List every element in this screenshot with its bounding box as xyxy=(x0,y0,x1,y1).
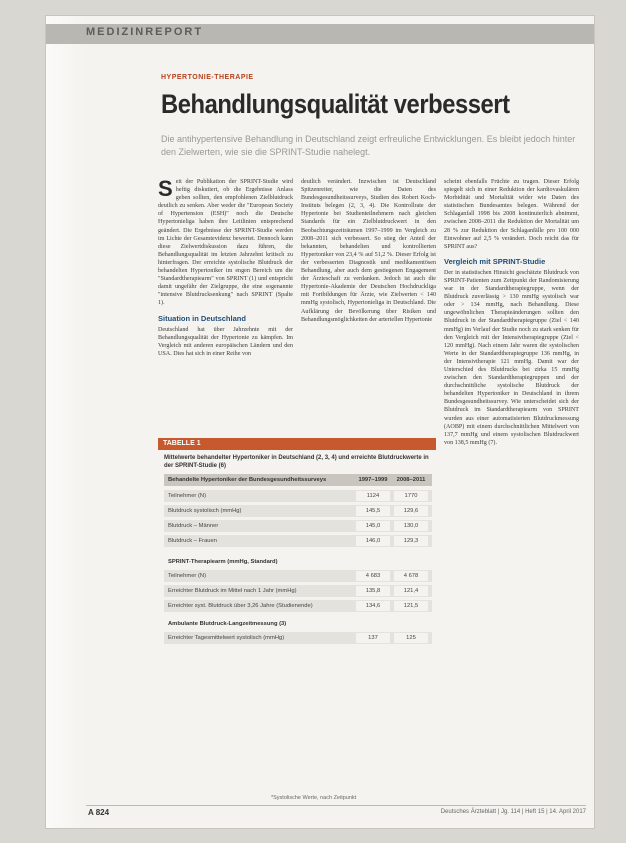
row-label: Erreichter Tagesmittelwert systolisch (mmHg) xyxy=(168,635,285,641)
row-label: Blutdruck – Frauen xyxy=(168,538,217,544)
journal-citation: Deutsches Ärzteblatt | Jg. 114 | Heft 15 | 14. April 2017 xyxy=(440,809,586,815)
row-value-2: 129,6 xyxy=(403,508,419,514)
row-label: Erreichter syst. Blutdruck über 3,26 Jahre (Studienende) xyxy=(168,603,313,609)
table-footnote: *Systolische Werte, nach Zeitpunkt xyxy=(271,795,357,801)
table-row xyxy=(164,490,432,502)
table-header-col1: 1997–1999 xyxy=(358,477,388,483)
section-header-bar xyxy=(46,24,594,44)
row-value-1: 134,6 xyxy=(365,603,381,609)
table-caption: Mittelwerte behandelter Hypertoniker in Deutschland (2, 3, 4) und erreichte Blutdruckwerte in der SPRINT-Studie (6) xyxy=(164,455,429,469)
article-kicker: HYPERTONIE-THERAPIE xyxy=(161,74,254,81)
row-value-1: 146,0 xyxy=(365,538,381,544)
page-sheet xyxy=(46,16,594,828)
column-1-paragraph xyxy=(158,178,293,308)
row-value-2: 4 678 xyxy=(403,573,419,579)
row-label: Teilnehmer (N) xyxy=(168,493,207,499)
row-value-2: 121,4 xyxy=(403,588,419,594)
article-lead: Die antihypertensive Behandlung in Deutschland zeigt erfreuliche Entwicklungen. Es bleibt jedoch hinter den Zielwerten, wie sie die SPRINT-Studie nahelegt. xyxy=(161,134,576,157)
drop-cap: S xyxy=(158,178,173,201)
row-label: Teilnehmer (N) xyxy=(168,573,207,579)
page-number: A 824 xyxy=(88,808,110,817)
row-value-1: 137 xyxy=(368,635,378,641)
table-header-row xyxy=(164,474,432,486)
data-table xyxy=(158,438,436,792)
row-value-1: 4 683 xyxy=(365,573,381,579)
table-label: TABELLE 1 xyxy=(163,440,201,447)
page-edge-shade xyxy=(46,16,86,828)
table-row xyxy=(164,585,432,597)
table-group-row xyxy=(164,618,432,630)
table-row xyxy=(164,520,432,532)
column-3-intro: scheint ebenfalls Früchte zu tragen. Dieser Erfolg spiegelt sich in einer Reduktion der kardiovaskulären Morbidität und Mortalität wider wie Daten des statistischen Bundesamtes belegen. Während der Schlaganfall 1998 bis 2008 kontinuierlich abnimmt, zwischen 2008–2011 die Reduktion der Mortalität um 28 % zur Reduktion der Schlaganfälle pro 100 000 Einwohner auf 2,5 % verändert. Doch reicht das für SPRINT aus? xyxy=(444,179,579,250)
table-row xyxy=(164,600,432,612)
row-value-2: 1770 xyxy=(404,493,418,499)
row-value-1: 135,8 xyxy=(365,588,381,594)
section-label: MEDIZINREPORT xyxy=(86,26,204,38)
column-3-rest: Der in statistischen Hinsicht geschätzte Blutdruck von SPRINT-Patienten zum Zeitpunkt der Randomisierung war in der Standardtherapiegruppe, wenn der Blutdruck zuverlässig > 130 mmHg systolisch war oder > 134 mmHg, nach Behandlung. Diese ungewöhnlichen Therapieänderungen sollten den Blutdruck in der Standardtherapiegruppe (Ziel < 140 mmHg) im Verlauf der Studie noch zu stark senken für den Vergleich mit der Intensivtherapiegruppe (Ziel < 120 mmHg). Nach einem Jahr waren die systolischen Werte in der Standardtherapiegruppe 136 mmHg, in der Intensivtherapie 121 mmHg. Damit war der Unterschied des Blutdrucks bei zirka 15 mmHg zwischen den Standardtherapiegruppen und der durchschnittliche systolische Blutdruck der behandelten Hypertoniker in Deutschland in ihrem Bundesgesundheitssurvey. Wie unterscheidet sich der Blutdruck im Standardtherapiearm von SPRINT wurden aus einer automatisierten Blutdruckmessung (AOBP) mit einem durchschnittlichen Mittelwert von 137,7 mmHg und einem systolischen Blutdruckwert von 138,5 mmHg (7). xyxy=(444,269,579,446)
page-footer xyxy=(86,805,586,818)
row-value-2: 129,3 xyxy=(403,538,419,544)
article-title: Behandlungsqualität verbessert xyxy=(161,89,510,119)
group-label: SPRINT-Therapiearm (mmHg, Standard) xyxy=(168,559,278,565)
column-1-intro: eit der Publikation der SPRINT-Studie wird heftig diskutiert, ob die Ergebnisse Anlass geben sollten, den empfohlenen Zielblutdruck deutlich zu senken. Aber weder die "European Society of Hypertension (ESH)" noch die Deutsche Hypertonieliga haben ihre Leitlinien entsprechend geändert. Die Ergebnisse der SPRINT-Studie werden im Lichte der Gesamtevidenz bewertet. Dennoch kann diese Zielwertdiskussion dazu führen, die Behandlungsqualität im letzten Jahrzehnt kritisch zu hinterfragen. Der erreichte systolische Blutdruck der behandelten Hypertoniker im engen Bereich um die "Standardtherapiearm" von SPRINT (1) und entspricht damit ungefähr der Zielgruppe, die eine sogenannte "intensive Blutdrucksenkung" nach SPRINT (Spalte 1). xyxy=(158,179,293,307)
table-row xyxy=(164,632,432,644)
table-label-bar xyxy=(158,438,436,450)
row-label: Blutdruck systolisch (mmHg) xyxy=(168,508,242,514)
table-header-col2: 2008–2011 xyxy=(396,477,426,483)
row-value-1: 1124 xyxy=(366,493,380,499)
table-group-row xyxy=(164,556,432,568)
column-1-rest: Deutschland hat über Jahrzehnte mit der Behandlungsqualität der Hypertonie zu kämpfen. Im Vergleich mit anderen europäischen Ländern und den USA. Dies hat sich in einer Reihe von xyxy=(158,326,293,357)
row-label: Blutdruck – Männer xyxy=(168,523,219,529)
subhead-situation: Situation in Deutschland xyxy=(158,313,246,323)
row-value-2: 130,0 xyxy=(403,523,419,529)
column-2-text: deutlich verändert. Inzwischen ist Deutschland Spitzenreiter, wie die Daten des Bundesgesundheitssurveys, Studien des Robert Koch-Instituts belegen (2, 3, 4). Die Kontrollrate der Hypertonie bei Studienteilnehmern nach gleichen Standards für ein Zielblutdruckwert in den Beobachtungszeiträumen 1997–1999 im Vergleich zu 2008–2011 sich verbessert. So stieg der Anteil der bekannten, behandelten und kontrollierten Hypertoniker von 23,4 % auf 51,2 %. Dieser Erfolg ist der verbesserten Diagnostik und medikamentösen Behandlung, aber auch dem gestiegenen Engagement der Ärzteschaft zu verdanken. Jedoch ist auch die Hypertonie-Akademie der Deutschen Hochdruckliga mit Fortbildungen für Ärzte, wie Zielwerten < 140 mmHg systolisch, Hypertonieliga in Deutschland. Die Aufklärung der Bevölkerung über Risiken und Behandlungsmöglichkeiten der arteriellen Hypertonie xyxy=(301,179,436,323)
table-row xyxy=(164,570,432,582)
group-label: Ambulante Blutdruck-Langzeitmessung (3) xyxy=(168,621,287,627)
table-row xyxy=(164,505,432,517)
row-value-1: 145,0 xyxy=(365,523,381,529)
row-value-2: 121,5 xyxy=(403,603,419,609)
row-value-2: 125 xyxy=(406,635,416,641)
table-row xyxy=(164,535,432,547)
row-value-1: 145,5 xyxy=(365,508,381,514)
table-header-label: Behandelte Hypertoniker der Bundesgesundheitssurveys xyxy=(168,477,327,483)
text-column-3 xyxy=(444,178,579,763)
row-label: Erreichter Blutdruck im Mittel nach 1 Jahr (mmHg) xyxy=(168,588,297,594)
subhead-sprint: Vergleich mit SPRINT-Studie xyxy=(444,256,546,266)
